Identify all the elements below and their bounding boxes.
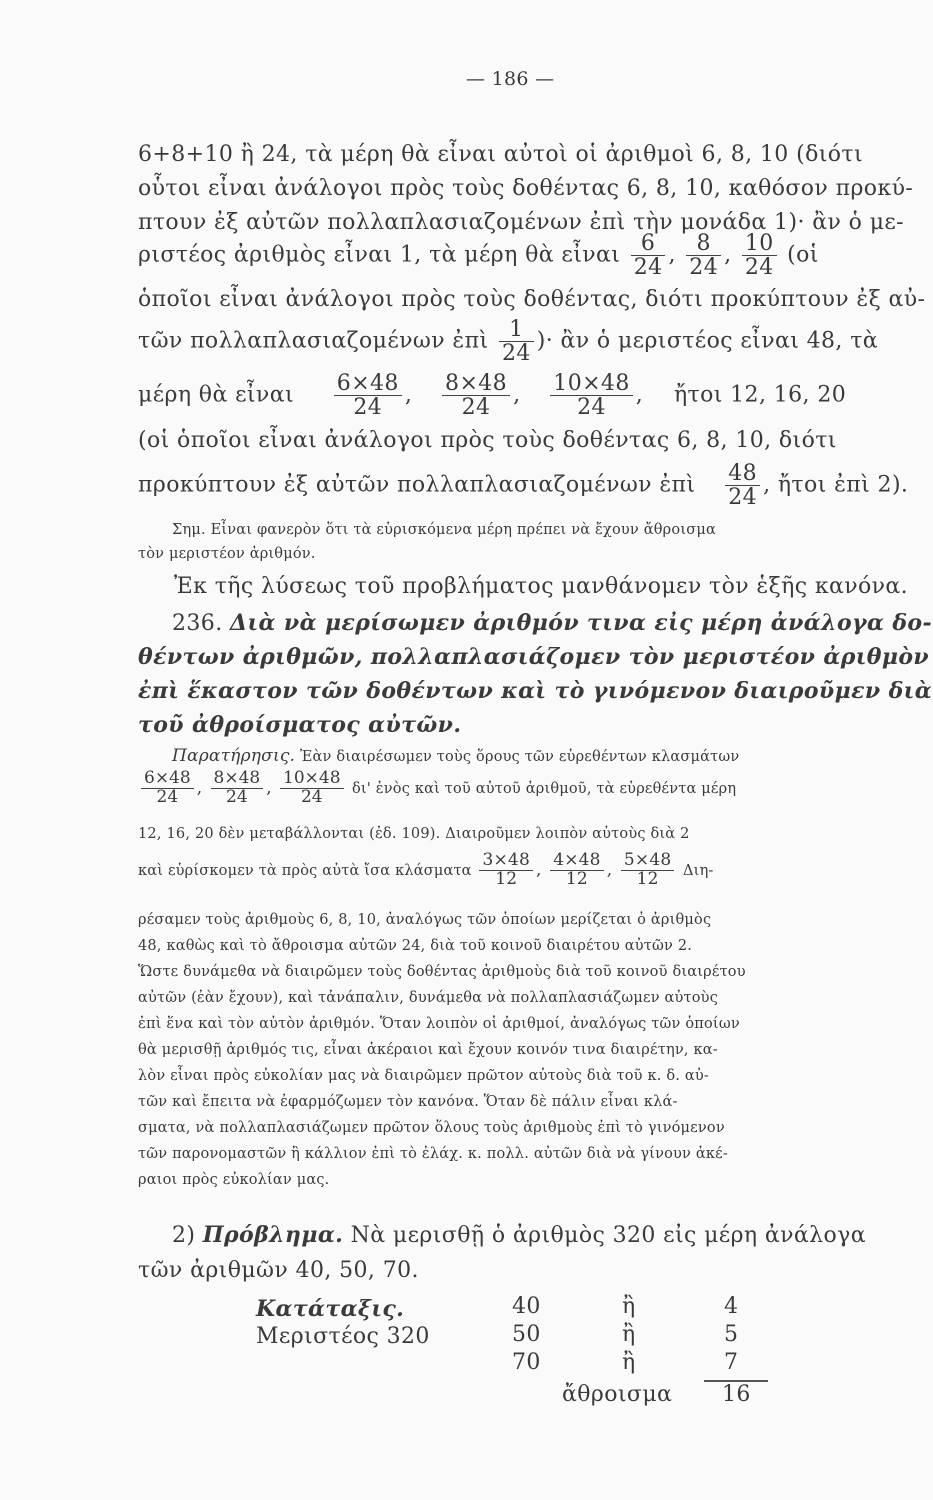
text-line: 6+8+10 ἢ 24, τὰ μέρη θὰ εἶναι αὐτοὶ οἱ ἀριθμοὶ 6, 8, 10 (διότι <box>138 142 863 167</box>
numerator: 3×48 <box>479 852 533 871</box>
fraction <box>211 770 264 807</box>
text-segment: Διη- <box>683 862 714 879</box>
text-segment: , ἤτοι ἐπὶ 2). <box>763 472 909 498</box>
sum-value: 16 <box>722 1382 751 1407</box>
obs-line: τῶν παρονομαστῶν ἢ κάλλιον ἐπὶ τὸ ἐλάχ. κ. πολλ. αὐτῶν διὰ νὰ γίνουν ἀκέ- <box>138 1146 728 1162</box>
denominator: 24 <box>353 395 383 421</box>
fraction <box>742 232 777 279</box>
denominator: 24 <box>689 255 719 281</box>
numerator: 8×48 <box>442 372 510 396</box>
comma: , <box>196 777 203 798</box>
fraction <box>550 852 604 889</box>
numerator: 4×48 <box>550 852 604 871</box>
text-segment: τῶν πολλαπλασιαζομένων ἐπὶ <box>138 328 489 354</box>
comma: , <box>404 382 413 408</box>
denominator: 24 <box>461 395 491 421</box>
divisor-label: Μεριστέος 320 <box>256 1324 430 1349</box>
obs-line: λὸν εἶναι πρὸς εὐκολίαν μας νὰ διαιρῶμεν πρῶτον αὐτοὺς διὰ τοῦ κ. δ. αὐ- <box>138 1068 710 1084</box>
denominator: 24 <box>501 341 531 367</box>
obs-label: Παρατήρησις. <box>172 746 296 766</box>
text-segment: προκύπτουν ἐξ αὐτῶν πολλαπλασιαζομένων ἐπὶ <box>138 472 696 498</box>
numerator: 48 <box>725 462 760 486</box>
numerator: 8 <box>686 232 721 256</box>
fraction <box>442 372 510 419</box>
fraction <box>725 462 760 509</box>
problem-number: 2) <box>172 1223 196 1248</box>
numerator: 1 <box>499 318 534 342</box>
denominator: 12 <box>636 868 659 889</box>
denominator: 24 <box>744 255 774 281</box>
fraction <box>280 770 344 807</box>
note-line: τὸν μεριστέον ἀριθμόν. <box>138 546 316 562</box>
denominator: 24 <box>577 395 606 421</box>
text-segment: δι' ἑνὸς καὶ τοῦ αὐτοῦ ἀριθμοῦ, τὰ εὑρεθέντα μέρη <box>351 780 737 797</box>
arrangement-given: 40 <box>512 1294 541 1319</box>
comma: , <box>668 242 676 268</box>
obs-line: θὰ μερισθῇ ἀριθμός τις, εἶναι ἀκέραιοι καὶ ἔχουν κοινόν τινα διαιρέτην, κα- <box>138 1042 718 1058</box>
text-line-with-fractions <box>138 318 878 365</box>
fraction <box>550 372 632 419</box>
numerator: 6 <box>631 232 666 256</box>
obs-line: τῶν καὶ ἔπειτα νὰ ἐφαρμόζωμεν τὸν κανόνα. Ὅταν δὲ πάλιν εἶναι κλά- <box>138 1094 678 1110</box>
fraction <box>621 852 675 889</box>
text-line-with-fractions <box>138 462 908 509</box>
fraction <box>686 232 721 279</box>
text-line: ὁποῖοι εἶναι ἀνάλογοι πρὸς τοὺς δοθέντας, διότι προκύπτουν ἐξ αὐ- <box>138 287 926 312</box>
numerator: 8×48 <box>211 770 264 789</box>
rule-line: τοῦ ἀθροίσματος αὐτῶν. <box>138 712 462 738</box>
fraction <box>141 770 194 807</box>
text-segment: ἤτοι 12, 16, 20 <box>673 382 847 408</box>
denominator: 24 <box>156 786 179 807</box>
text-segment: Νὰ μερισθῇ ὁ ἀριθμὸς 320 εἰς μέρη ἀνάλογα <box>350 1223 866 1248</box>
text-line-with-fractions <box>138 232 819 279</box>
comma: , <box>606 859 613 880</box>
rule-line <box>172 610 932 636</box>
fraction <box>631 232 666 279</box>
obs-line: ραιοι πρὸς εὐκολίαν μας. <box>138 1172 330 1188</box>
denominator: 24 <box>226 786 248 807</box>
comma: , <box>266 777 272 798</box>
arrangement-or: ἢ <box>622 1294 636 1319</box>
obs-line: αὐτῶν (ἐὰν ἔχουν), καὶ τἀνάπαλιν, δυνάμεθα νὰ πολλαπλασιάζωμεν αὐτοὺς <box>138 990 719 1006</box>
comma: , <box>635 382 644 408</box>
denominator: 24 <box>300 786 323 807</box>
arrangement-or: ἢ <box>622 1322 636 1347</box>
text-segment: μέρη θὰ εἶναι <box>138 382 294 408</box>
numerator: 10 <box>742 232 777 256</box>
text-segment: Ἐὰν διαιρέσωμεν τοὺς ὅρους τῶν εὑρεθέντων κλασμάτων <box>299 749 740 765</box>
arrangement-title: Κατάταξις. <box>256 1296 405 1322</box>
text-segment: )· ἂν ὁ μεριστέος εἶναι 48, τὰ <box>536 328 879 354</box>
obs-line-with-fractions <box>138 770 736 807</box>
denominator: 24 <box>728 485 758 511</box>
denominator: 24 <box>633 255 663 281</box>
fraction <box>334 372 402 419</box>
rule-line: ἐπὶ ἕκαστον τῶν δοθέντων καὶ τὸ γινόμενον διαιροῦμεν διὰ <box>138 678 933 704</box>
page-number: — 186 — <box>466 68 555 90</box>
note-line: Σημ. Εἶναι φανερὸν ὅτι τὰ εὑρισκόμενα μέρη πρέπει νὰ ἔχουν ἄθροισμα <box>172 522 716 538</box>
problem-line: τῶν ἀριθμῶν 40, 50, 70. <box>138 1258 419 1283</box>
text-segment: (οἱ <box>787 242 819 268</box>
arrangement-reduced: 4 <box>724 1294 739 1319</box>
numerator: 10×48 <box>550 372 632 396</box>
text-line-with-fractions <box>138 372 846 419</box>
obs-line-with-fractions <box>138 852 714 889</box>
arrangement-reduced: 7 <box>724 1350 739 1375</box>
text-line: οὗτοι εἶναι ἀνάλογοι πρὸς τοὺς δοθέντας 6, 8, 10, καθόσον προκύ- <box>138 176 914 201</box>
rule-number: 236. <box>172 611 223 636</box>
comma: , <box>513 382 521 408</box>
problem-label: Πρόβλημα. <box>202 1222 344 1248</box>
rule-text: Διὰ νὰ μερίσωμεν ἀριθμόν τινα εἰς μέρη ἀνάλογα δο- <box>230 610 933 636</box>
rule-line: θέντων ἀριθμῶν, πολλαπλασιάζομεν τὸν μεριστέον ἀριθμὸν <box>138 644 930 670</box>
rule-intro: Ἐκ τῆς λύσεως τοῦ προβλήματος μανθάνομεν τὸν ἑξῆς κανόνα. <box>174 574 909 599</box>
text-line: (οἱ ὁποῖοι εἶναι ἀνάλογοι πρὸς τοὺς δοθέντας 6, 8, 10, διότι <box>138 428 837 453</box>
comma: , <box>535 859 542 880</box>
arrangement-reduced: 5 <box>724 1322 739 1347</box>
obs-line: ἐπὶ ἕνα καὶ τὸν αὐτὸν ἀριθμόν. Ὅταν λοιπὸν οἱ ἀριθμοί, ἀναλόγως τῶν ὁποίων <box>138 1016 740 1032</box>
problem-line <box>172 1222 866 1248</box>
obs-line: σματα, νὰ πολλαπλασιάζωμεν πρῶτον ὅλους τοὺς ἀριθμοὺς ἐπὶ τὸ γινόμενον <box>138 1120 725 1136</box>
text-segment: καὶ εὑρίσκομεν τὰ πρὸς αὐτὰ ἴσα κλάσματα <box>138 862 472 879</box>
fraction <box>479 852 533 889</box>
denominator: 12 <box>565 868 588 889</box>
obs-line: 48, καθὼς καὶ τὸ ἄθροισμα αὐτῶν 24, διὰ τοῦ κοινοῦ διαιρέτου αὐτῶν 2. <box>138 938 693 954</box>
numerator: 5×48 <box>621 852 675 871</box>
fraction <box>499 318 534 365</box>
numerator: 6×48 <box>334 372 402 396</box>
numerator: 10×48 <box>280 770 344 789</box>
numerator: 6×48 <box>141 770 194 789</box>
arrangement-given: 70 <box>512 1350 541 1375</box>
arrangement-or: ἢ <box>622 1350 636 1375</box>
denominator: 12 <box>495 868 518 889</box>
obs-line: ρέσαμεν τοὺς ἀριθμοὺς 6, 8, 10, ἀναλόγως τῶν ὁποίων μερίζεται ὁ ἀριθμὸς <box>138 912 712 928</box>
sum-label: ἄθροισμα <box>562 1382 673 1407</box>
arrangement-given: 50 <box>512 1322 541 1347</box>
obs-line: Ὥστε δυνάμεθα νὰ διαιρῶμεν τοὺς δοθέντας ἀριθμοὺς διὰ τοῦ κοινοῦ διαιρέτου <box>138 964 746 980</box>
text-line: πτουν ἐξ αὐτῶν πολλαπλασιαζομένων ἐπὶ τὴν μονάδα 1)· ἂν ὁ με- <box>138 210 905 235</box>
comma: , <box>724 242 732 268</box>
obs-line: 12, 16, 20 δὲν μεταβάλλονται (ἐδ. 109). Διαιροῦμεν λοιπὸν αὐτοὺς διὰ 2 <box>138 826 690 842</box>
text-segment: ριστέος ἀριθμὸς εἶναι 1, τὰ μέρη θὰ εἶναι <box>138 242 621 268</box>
obs-line <box>172 746 739 766</box>
